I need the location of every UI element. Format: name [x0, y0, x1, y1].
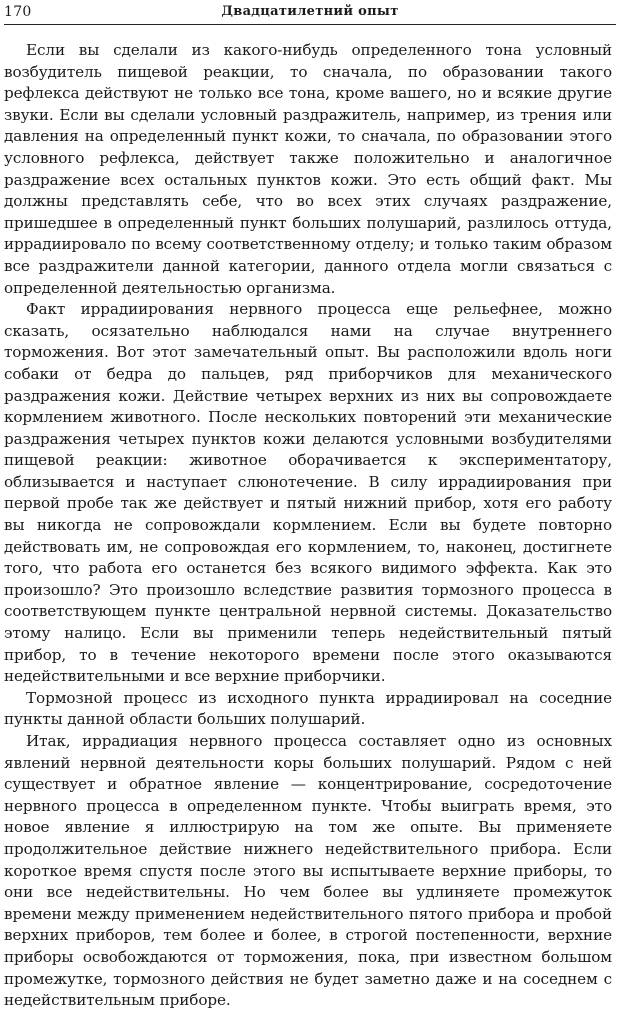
paragraph: Если вы сделали из какого-нибудь определенного тона условный возбудитель пищевой реакции, то сначала, по образовании такого рефлекса действуют не только все тона, кроме вашего, но и всякие другие звуки. Если вы сделали условный раздражитель, например, из трения или давления на определенный пункт кожи, то сначала, по образовании этого условного рефлекса, действует также положительно и аналогичное раздражение всех остальных пунктов кожи. Это есть общий факт. Мы должны представлять себе, что во всех этих случаях раздражение, пришедшее в определенный пункт больших полушарий, разлилось оттуда, иррадиировало по всему соответственному отделу; и только таким образом все раздражители данной категории, данного отдела могли связаться с определенной деятельностью организма. — [4, 41, 612, 297]
page-header — [4, 2, 616, 24]
paragraph: Факт иррадиирования нервного процесса еще рельефнее, можно сказать, осязательно наблюдался нами на случае внутреннего торможения. Вот этот замечательный опыт. Вы расположили вдоль ноги собаки от бедра до пальцев, ряд приборчиков для механического раздражения кожи. Действие четырех верхних из них вы сопровождаете кормлением животного. После нескольких повторений эти механические раздражения четырех пунктов кожи делаются условными возбудителями пищевой реакции: животное оборачивается к экспериментатору, облизывается и наступает слюнотечение. В силу иррадиирования при первой пробе так же действует и пятый нижний прибор, хотя его работу вы никогда не сопровождали кормлением. Если вы будете повторно действовать им, не сопровождая его кормлением, то, наконец, достигнете того, что работа его останется без всякого видимого эффекта. Как это произошло? Это произошло вследствие развития тормозного процесса в соответствующем пункте центральной нервной системы. Доказательство этому налицо. Если вы применили теперь недействительный пятый прибор, то в течение некоторого времени после этого оказываются недействительными и все верхние приборчики. — [4, 300, 612, 686]
running-title: Двадцатилетний опыт — [221, 4, 399, 19]
paragraph: Итак, иррадиация нервного процесса составляет одно из основных явлений нервной деятельности коры больших полушарий. Рядом с ней существует и обратное явление — концентрирование, сосредоточение нервного процесса в определенном пункте. Чтобы выиграть время, это новое явление я иллюстрирую на том же опыте. Вы применяете продолжительное действие нижнего недействительного прибора. Если короткое время спустя после этого вы испытываете верхние приборы, то они все недействительны. Но чем более вы удлиняете промежуток времени между применением недействительного пятого прибора и пробой верхних приборов, тем более и более, в строгой постепенности, верхние приборы освобождаются от торможения, пока, при известном большом промежутке, тормозного действия не будет заметно даже и на соседнем с недействительным приборе. — [4, 732, 612, 1010]
page-number: 170 — [4, 4, 32, 20]
header-rule — [4, 24, 616, 25]
paragraph: Тормозной процесс из исходного пункта иррадиировал на соседние пункты данной области больших полушарий. — [4, 688, 612, 729]
body-text — [4, 40, 612, 1012]
